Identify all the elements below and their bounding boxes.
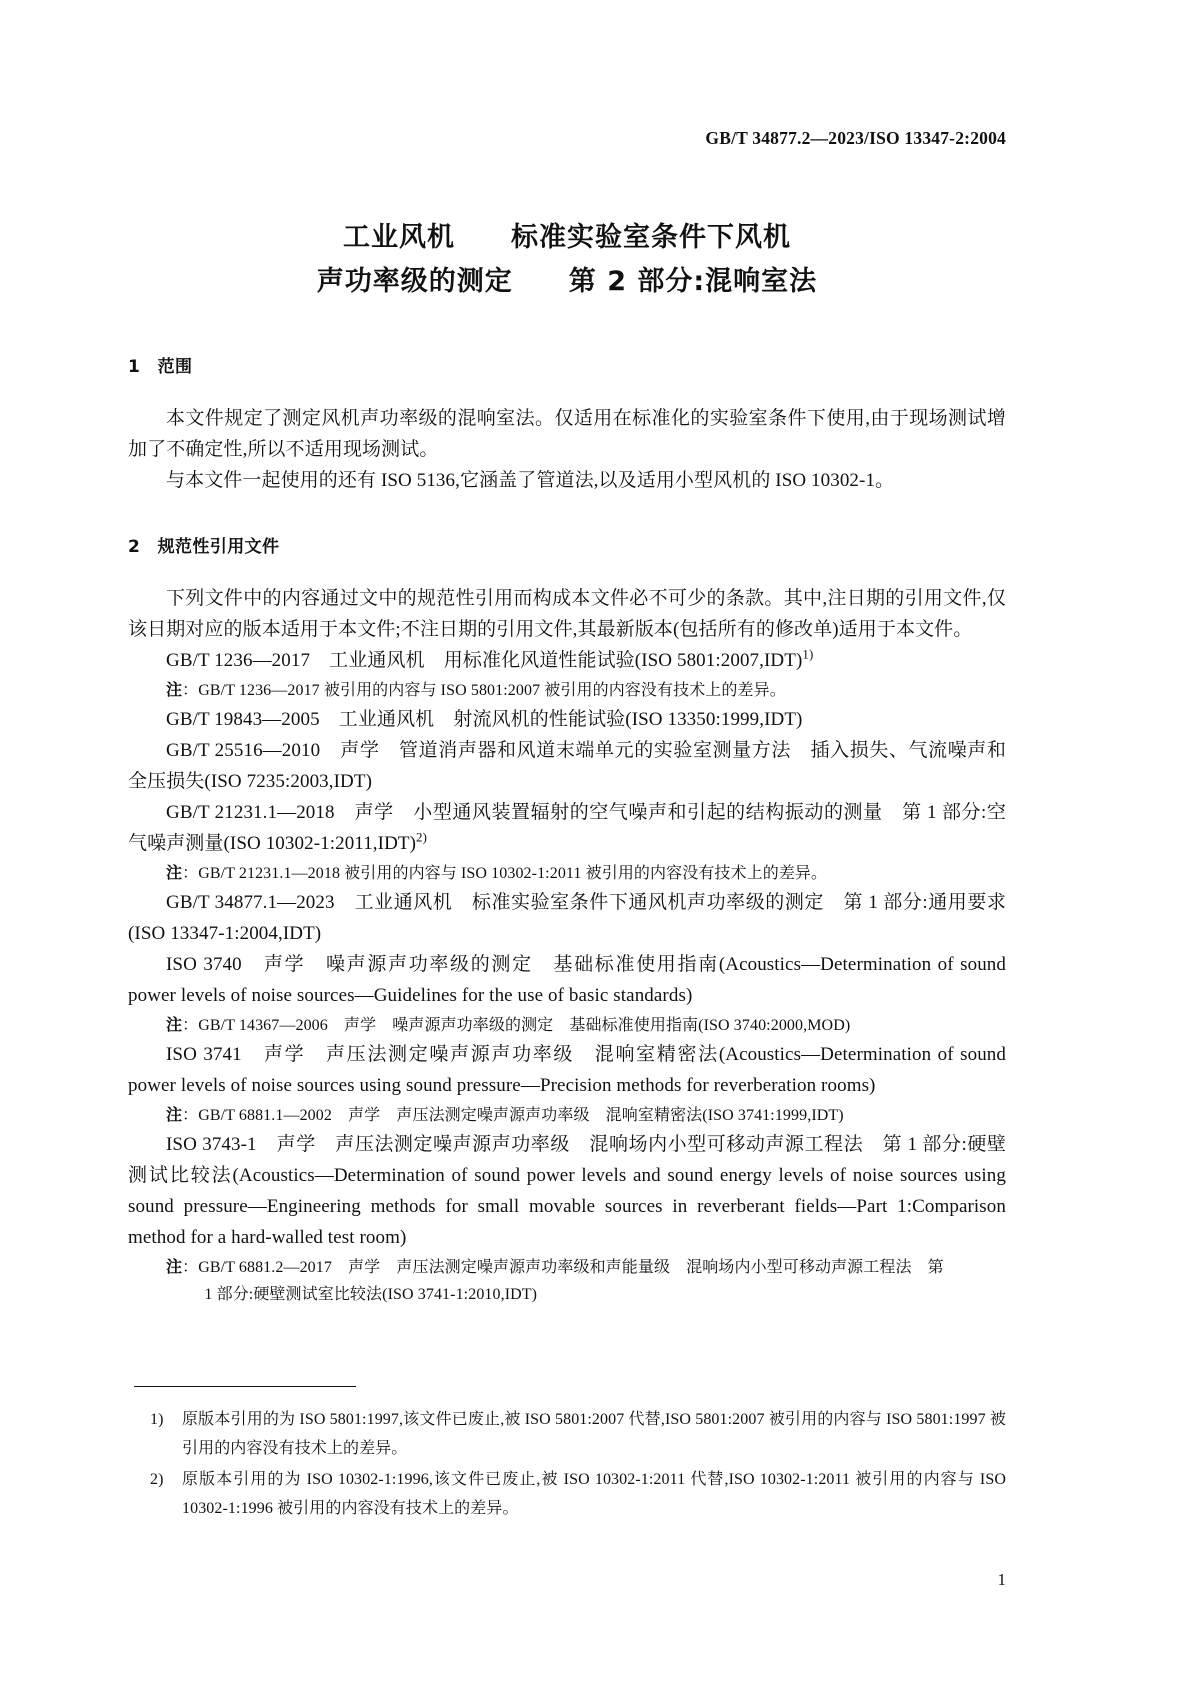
reference-text: ISO 3740 声学 噪声源声功率级的测定 基础标准使用指南(Acoustics—Determination of sound power levels of noise sources—Guidelines for the use of basic standards) [128, 954, 1006, 1006]
note-label: 注 [166, 680, 183, 699]
footnote-text: 原版本引用的为 ISO 5801:1997,该文件已废止,被 ISO 5801:2007 代替,ISO 5801:2007 被引用的内容与 ISO 5801:1997 被引用的内容没有技术上的差异。 [182, 1411, 1006, 1457]
document-title-line-1: 工业风机 标准实验室条件下风机 [343, 222, 791, 253]
reference-text: GB/T 25516—2010 声学 管道消声器和风道末端单元的实验室测量方法 插入损失、气流噪声和全压损失(ISO 7235:2003,IDT) [128, 740, 1006, 792]
note-text: GB/T 6881.1—2002 声学 声压法测定噪声源声功率级 混响室精密法(ISO 3741:1999,IDT) [198, 1107, 844, 1124]
note-label: 注 [166, 1257, 183, 1276]
reference-text: GB/T 19843—2005 工业通风机 射流风机的性能试验(ISO 13350:1999,IDT) [166, 709, 803, 730]
footnote-block [128, 1386, 1006, 1525]
reference-entry [128, 949, 1006, 1011]
section-2-intro: 下列文件中的内容通过文中的规范性引用而构成本文件必不可少的条款。其中,注日期的引用文件,仅该日期对应的版本适用于本文件;不注日期的引用文件,其最新版本(包括所有的修改单)适用于本文件。 [128, 588, 1006, 640]
document-title-line-2: 声功率级的测定 第 2 部分:混响室法 [316, 266, 818, 297]
footnote-marker: 2) [150, 1471, 164, 1488]
page-number: 1 [997, 1570, 1006, 1589]
reference-note [166, 676, 1006, 704]
note-text: GB/T 21231.1—2018 被引用的内容与 ISO 10302-1:2011 被引用的内容没有技术上的差异。 [198, 865, 828, 882]
reference-text: ISO 3743-1 声学 声压法测定噪声源声功率级 混响场内小型可移动声源工程法 第 1 部分:硬壁测试比较法(Acoustics—Determination of sound power levels and sound energy levels of noise sources using sound pressure—Engineering methods for small movable sources in reverberant fields—Part 1:Comparison method for a hard-walled test room) [128, 1134, 1006, 1248]
reference-entry [128, 704, 1006, 735]
reference-entry [128, 1039, 1006, 1101]
reference-text: GB/T 21231.1—2018 声学 小型通风装置辐射的空气噪声和引起的结构振动的测量 第 1 部分:空气噪声测量(ISO 10302-1:2011,IDT) [128, 802, 1006, 854]
reference-note [166, 1253, 1006, 1281]
note-text: GB/T 14367—2006 声学 噪声源声功率级的测定 基础标准使用指南(ISO 3740:2000,MOD) [198, 1017, 851, 1034]
reference-entry [128, 1129, 1006, 1253]
reference-text: GB/T 1236—2017 工业通风机 用标准化风道性能试验(ISO 5801:2007,IDT) [166, 650, 803, 671]
document-title [128, 216, 1006, 304]
note-separator: ： [182, 1017, 199, 1034]
reference-entry [128, 735, 1006, 797]
note-label: 注 [166, 1105, 183, 1124]
section-1-paragraph-1: 本文件规定了测定风机声功率级的混响室法。仅适用在标准化的实验室条件下使用,由于现场测试增加了不确定性,所以不适用现场测试。 [128, 408, 1006, 460]
standard-number: GB/T 34877.2—2023/ISO 13347-2:2004 [705, 128, 1006, 148]
reference-text: GB/T 34877.1—2023 工业通风机 标准实验室条件下通风机声功率级的测定 第 1 部分:通用要求(ISO 13347-1:2004,IDT) [128, 892, 1006, 944]
document-body [128, 352, 1006, 1308]
section-1-paragraph-2: 与本文件一起使用的还有 ISO 5136,它涵盖了管道法,以及适用小型风机的 ISO 10302-1。 [166, 470, 895, 491]
note-separator: ： [182, 1107, 199, 1124]
note-separator: ： [182, 1259, 199, 1276]
footnote-item [128, 1465, 1006, 1523]
reference-note-continuation: 1 部分:硬壁测试室比较法(ISO 3741-1:2010,IDT) [204, 1286, 538, 1303]
footnote-marker: 1) [150, 1411, 164, 1428]
note-text: GB/T 1236—2017 被引用的内容与 ISO 5801:2007 被引用的内容没有技术上的差异。 [198, 682, 786, 699]
section-heading-1: 1 范围 [128, 357, 193, 377]
section-heading-2: 2 规范性引用文件 [128, 537, 280, 557]
note-text: GB/T 6881.2—2017 声学 声压法测定噪声源声功率级和声能量级 混响场内小型可移动声源工程法 第 [198, 1259, 944, 1276]
note-label: 注 [166, 863, 183, 882]
reference-text: ISO 3741 声学 声压法测定噪声源声功率级 混响室精密法(Acoustics—Determination of sound power levels of noise sources using sound pressure—Precision methods for reverberation rooms) [128, 1044, 1006, 1096]
reference-entry [128, 887, 1006, 949]
reference-note [166, 859, 1006, 887]
reference-footnote-marker: 1) [802, 646, 814, 662]
running-header [128, 128, 1006, 149]
reference-entry [128, 797, 1006, 859]
note-separator: ： [182, 682, 199, 699]
footnote-item [128, 1405, 1006, 1463]
reference-entry [128, 645, 1006, 676]
reference-note [166, 1101, 1006, 1129]
reference-note [166, 1011, 1006, 1039]
footnote-rule [134, 1386, 356, 1387]
reference-footnote-marker: 2) [416, 829, 427, 845]
footnote-text: 原版本引用的为 ISO 10302-1:1996,该文件已废止,被 ISO 10302-1:2011 代替,ISO 10302-1:2011 被引用的内容与 ISO 10302-1:1996 被引用的内容没有技术上的差异。 [182, 1471, 1006, 1517]
note-separator: ： [182, 865, 199, 882]
note-label: 注 [166, 1015, 183, 1034]
